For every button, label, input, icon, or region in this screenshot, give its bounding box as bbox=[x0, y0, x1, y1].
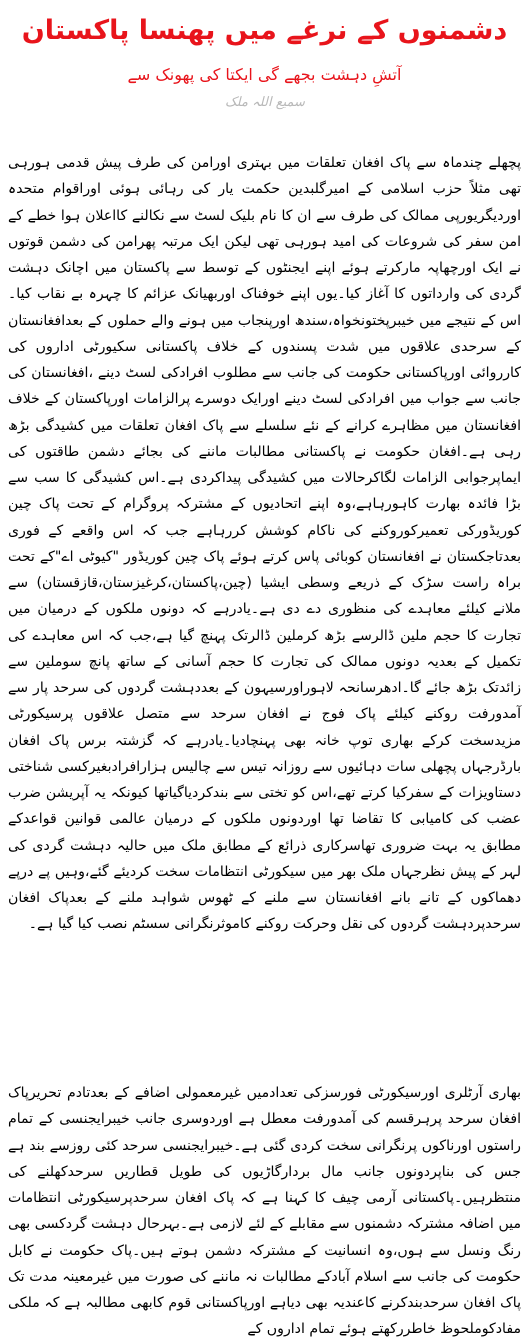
paragraph-text: پچھلے چندماہ سے پاک افغان تعلقات میں بہتری اورامن کی طرف پیش قدمی ہورہی تھی مثلاً حزب اسلامی کے امیرگلبدین حکمت یار کی رہائی ہوئی اوراقوام متحدہ اوردیگریورپی ممالک کی طرف سے ان کا نام بلیک لسٹ سے نکالنے کااعلان ہوا خطے کے امن سفر کی شروعات کی امید ہورہی تھی لیکن ایک مرتبہ پھرامن کی دشمن قوتوں نے ایک اورچھاپہ مارکرتے ہوئے اپنے ایجنٹوں کے توسط سے پاکستان میں اچانک دہشت گردی کی وارداتوں کا آغاز کیا۔یوں اپنے خوفناک اوربھیانک عزائم کا چہرہ بے نقاب کیا۔اس کے نتیجے میں خیبرپختونخواہ،سندھ اورپنجاب میں ہونے والے حملوں کے بعدافغانستان کے سرحدی علاقوں میں شدت پسندوں کے خلاف پاکستانی سکیورٹی اداروں کی کارروائی اورپاکستانی حکومت کی جانب سے مطلوب افرادکی لسٹ دینے ،افغانستان کی جانب سے جواب میں افرادکی لسٹ دینے اورایک دوسرے پرالزامات اورپاکستان کے خلاف افغانستان میں مظاہرے کرانے کے نئے سلسلے سے پاک افغان تعلقات میں کشیدگی بڑھ رہی ہے۔افغان حکومت نے پاکستانی مطالبات ماننے کی بجائے دشمن طاقتوں کی ایماپرجوابی الزامات لگاکرحالات میں کشیدگی پیداکردی ہے۔اس کشیدگی کا سب سے بڑا فائدہ بھارت کاہورہاہے،وہ اپنے اتحادیوں کے مشترکہ پروگرام کے تحت پاک چین کوریڈورکی تعمیرکوروکنے کی ناکام کوشش کررہاہے جب کہ اس واقعے کے فوری بعدتاجکستان نے افغانستان کوبائی پاس کرتے ہوئے پاک چین کوریڈور "کیوٹی اے"کے تحت براہ راست سڑک کے ذریعے وسطی ایشیا (چین،پاکستان،کرغیزستان،قازقستان) سے ملانے کیلئے معاہدے کی منظوری دے دی ہے۔یادرہے کہ دونوں ملکوں کے درمیان میں تجارت کا حجم ملین ڈالرسے بڑھ کرملین ڈالرتک پہنچ گیا ہے،جب کہ اس معاہدے کی تکمیل کے بعدیہ دونوں ممالک کی تجارت کا حجم آسانی کے ساتھ پانچ سوملین سے زائدتک بڑھ جائے گا۔ادھرسانحہ لاہوراورسیہون کے بعددہشت گردوں کی سرحد پار سے آمدورفت روکنے کیلئے پاک فوج نے افغان سرحد سے متصل علاقوں پرسیکورٹی مزیدسخت کرکے بھاری توپ خانہ بھی پہنچادیا۔یادرہے کہ گزشتہ برس پاک افغان بارڈرجہاں پچھلی سات دہائیوں سے روزانہ تیس سے چالیس ہزارافرادبغیرکسی شناختی دستاویزات کے سفرکیا کرتے تھے،اس کو تختی سے بندکردیاگیاتھا کیونکہ یہ آپریشن ضرب عضب کی کامیابی کا تقاضا تھا اوردونوں ملکوں کے درمیان عالمی قوانین قواعدکے مطابق یہ بہت ضروری تھاسرکاری ذرائع کے مطابق ملک میں حالیہ دہشت گردی کی لہر کے پیش نظرجہاں ملک بھر میں سیکورٹی انتظامات سخت کردیئے گئے،وہیں پے درپے دھماکوں کے تانے بانے افغانستان سے ملنے کے ٹھوس شواہد ملنے کے بعدپاک افغان سرحدپردہشت گردوں کی نقل وحرکت روکنے کاموثرنگرانی سسٹم نصب کیا گیا ہے۔ bbox=[8, 155, 521, 933]
article-body-paragraph-2 bbox=[8, 1080, 521, 1338]
article-headline: دشمنوں کے نرغے میں پھنسا پاکستان bbox=[21, 15, 508, 46]
paragraph-text: بھاری آرٹلری اورسیکورٹی فورسزکی تعدادمیں غیرمعمولی اضافے کے بعدتادم تحریرپاک افغان سرحد پرہرقسم کی آمدورفت معطل ہے اوردوسری جانب خیبرایجنسی کے تمام راستوں اورناکوں پرنگرانی سخت کردی گئی ہے۔خیبرایجنسی سرحد کئی روزسے بند ہے جس کی بناپردونوں جانب مال بردارگاڑیوں کی طویل قطاریں سرحدکھلنے کی منتظرہیں۔پاکستانی آرمی چیف کا کہنا ہے کہ پاک افغان سرحدپرسیکورٹی انتظامات میں اضافہ مشترکہ دشمنوں سے مقابلے کے لئے لازمی ہے۔بہرحال دہشت گردکسی بھی رنگ ونسل سے ہوں،وہ انسانیت کے مشترکہ دشمن ہوتے ہیں۔پاک حکومت نے کابل حکومت کی جانب سے اسلام آبادکے مطالبات نہ ماننے کی صورت میں غیرمعینہ مدت تک پاک افغان سرحدبندکرنے کاعندیہ بھی دیاہے اورپاکستانی قوم کابھی مطالبہ ہے کہ ملکی مفادکوملحوظ خاطررکھتے ہوئے تمام اداروں کے bbox=[8, 1085, 521, 1338]
author-byline: سمیع اللہ ملک bbox=[225, 95, 305, 110]
article-subheadline: آتشِ دہشت بجھے گی ایکتا کی پھونک سے bbox=[127, 65, 402, 84]
article-body-paragraph-1 bbox=[8, 150, 521, 1068]
